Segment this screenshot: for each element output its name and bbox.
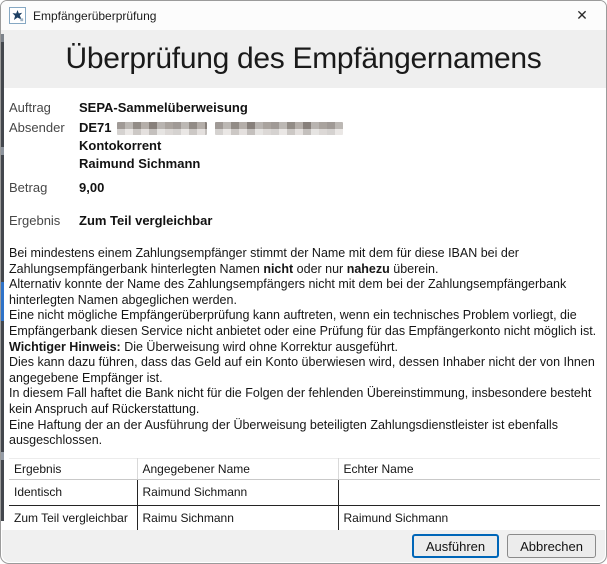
auftrag-label: Auftrag: [9, 100, 51, 115]
betrag-value: 9,00: [79, 180, 105, 195]
detail-row-betrag: [9, 179, 598, 197]
table-cell: Identisch: [9, 479, 137, 505]
absender-label: Absender: [9, 120, 65, 135]
iban-prefix: DE71: [79, 120, 112, 135]
close-button[interactable]: [566, 1, 598, 30]
paragraph: Bei mindestens einem Zahlungsempfänger stimmt der Name mit dem für diese IBAN bei der Zahlungsempfängerbank hinterlegten Namen nicht oder nur nahezu überein.: [9, 246, 519, 276]
table-cell: [338, 479, 600, 505]
column-header-ergebnis[interactable]: Ergebnis: [9, 458, 137, 479]
cancel-button[interactable]: Abbrechen: [507, 534, 596, 558]
betrag-label: Betrag: [9, 180, 48, 195]
auftrag-value: SEPA-Sammelüberweisung: [79, 100, 248, 115]
result-table: [9, 458, 600, 532]
detail-row-auftrag: [9, 99, 598, 117]
table-cell: Raimund Sichmann: [137, 479, 338, 505]
paragraph: Eine Haftung der an der Ausführung der Überweisung beteiligten Zahlungsdienstleister ist ebenfalls ausgeschlossen.: [9, 417, 558, 448]
paragraph: Alternativ konnte der Name des Zahlungsempfängers nicht mit dem bei der Zahlungsempfängerbank hinterlegten Namen abgeglichen werden.: [9, 277, 567, 307]
paragraph: Dies kann dazu führen, dass das Geld auf ein Konto überwiesen wird, dessen Inhaber nicht der von Ihnen angegebene Empfänger ist.: [9, 355, 595, 385]
column-header-echter-name[interactable]: Echter Name: [338, 458, 600, 479]
paragraph: Wichtiger Hinweis: Die Überweisung wird ohne Korrektur ausgeführt.: [9, 339, 398, 354]
table-row[interactable]: [9, 479, 600, 505]
ergebnis-value: Zum Teil vergleichbar: [79, 213, 213, 228]
redacted-iban-segment-2: [215, 122, 343, 135]
close-icon: ✕: [576, 7, 588, 23]
column-header-angegebener-name[interactable]: Angegebener Name: [137, 458, 338, 479]
detail-row-ergebnis: [9, 212, 598, 230]
paragraph: Eine nicht mögliche Empfängerüberprüfung kann auftreten, wenn ein technisches Problem vorliegt, die Empfängerbank diesen Service nicht anbietet oder eine Prüfung für das Empfängerkonto nicht möglich ist.: [9, 308, 597, 338]
footer-bar: [2, 530, 605, 562]
page-title: Überprüfung des Empfängernamens: [65, 42, 542, 75]
absender-value: [79, 119, 343, 173]
details-section: [1, 88, 606, 230]
window-title: Empfängerüberprüfung: [33, 8, 157, 23]
result-table-body: [9, 479, 600, 531]
table-row[interactable]: [9, 505, 600, 531]
absender-iban: [79, 119, 343, 137]
table-cell: Raimu Sichmann: [137, 505, 338, 531]
title-bar[interactable]: [1, 1, 606, 30]
starmoney-figure-icon: [11, 9, 24, 22]
ergebnis-label: Ergebnis: [9, 213, 61, 228]
detail-row-absender: [9, 119, 598, 173]
absender-account-type: Kontokorrent: [79, 138, 162, 153]
paragraph: In diesem Fall haftet die Bank nicht für die Folgen der fehlenden Übereinstimmung, insbesondere besteht kein Anspruch auf Rückerstattung.: [9, 386, 592, 416]
table-cell: Zum Teil vergleichbar: [9, 505, 137, 531]
table-header-row: [9, 458, 600, 479]
table-cell: Raimund Sichmann: [338, 505, 600, 531]
app-icon: [9, 7, 26, 24]
redacted-iban-segment-1: [117, 122, 207, 135]
body-text: [1, 230, 606, 449]
heading-band: [1, 30, 606, 88]
background-window-edge: [1, 34, 4, 521]
absender-account-holder: Raimund Sichmann: [79, 156, 201, 171]
execute-button[interactable]: Ausführen: [412, 534, 499, 558]
